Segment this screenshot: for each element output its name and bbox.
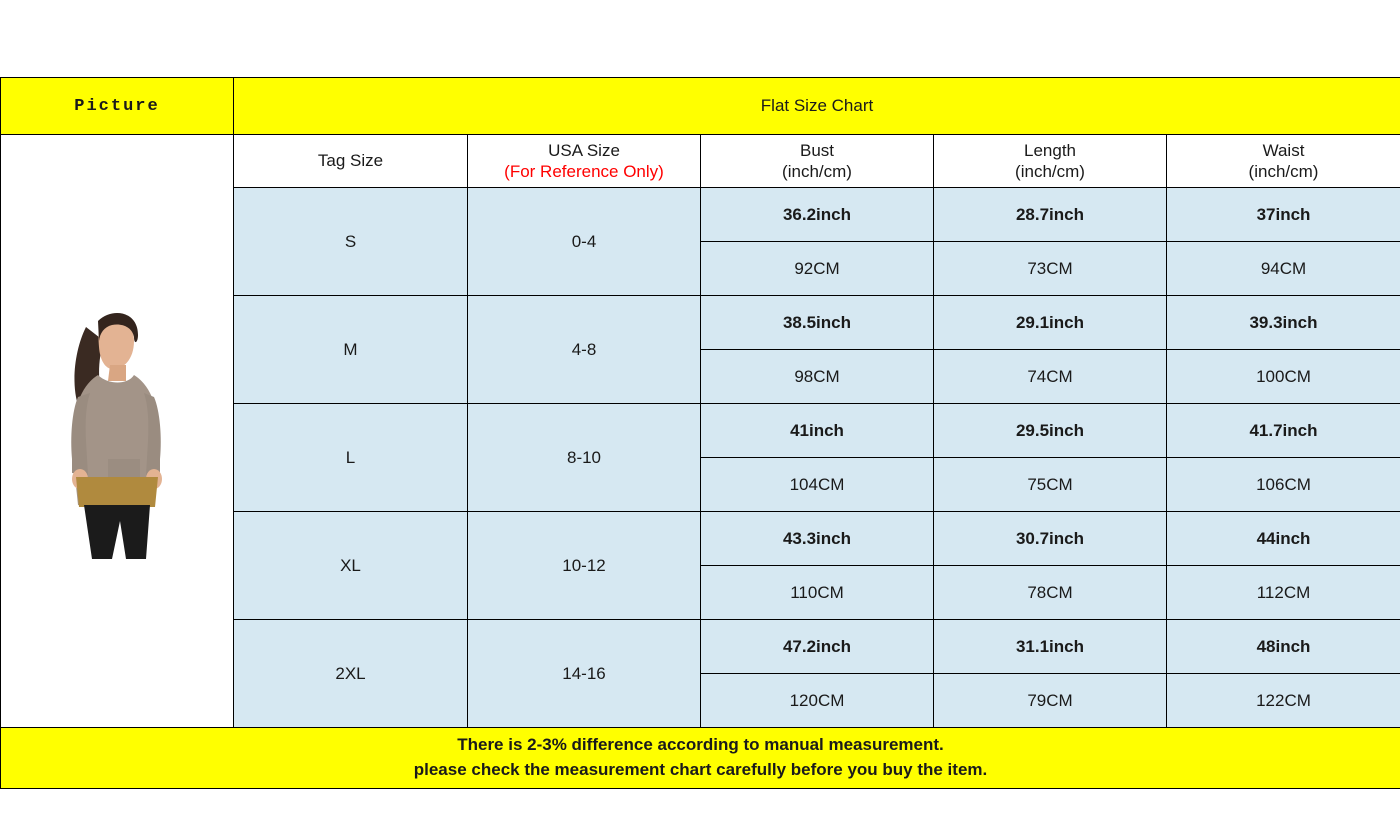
cell-waist-inch: 48inch bbox=[1167, 620, 1400, 674]
cell-length-cm: 79CM bbox=[934, 674, 1167, 728]
column-header-row bbox=[1, 135, 1400, 188]
column-header-waist bbox=[1167, 135, 1400, 188]
cell-bust-cm: 92CM bbox=[701, 242, 934, 296]
cell-length-cm: 73CM bbox=[934, 242, 1167, 296]
usa-size-main: USA Size bbox=[548, 140, 620, 160]
bust-unit: (inch/cm) bbox=[782, 162, 852, 181]
cell-waist-cm: 94CM bbox=[1167, 242, 1400, 296]
length-unit: (inch/cm) bbox=[1015, 162, 1085, 181]
cell-waist-cm: 122CM bbox=[1167, 674, 1400, 728]
cell-waist-inch: 44inch bbox=[1167, 512, 1400, 566]
cell-bust-inch: 43.3inch bbox=[701, 512, 934, 566]
cell-usa-size: 4-8 bbox=[468, 296, 701, 404]
cell-waist-cm: 106CM bbox=[1167, 458, 1400, 512]
footer-row bbox=[1, 728, 1400, 789]
cell-length-inch: 29.5inch bbox=[934, 404, 1167, 458]
waist-main: Waist bbox=[1262, 140, 1305, 160]
cell-length-inch: 29.1inch bbox=[934, 296, 1167, 350]
note-line-1: There is 2-3% difference according to manual measurement. bbox=[457, 735, 944, 755]
cell-usa-size: 8-10 bbox=[468, 404, 701, 512]
cell-bust-inch: 36.2inch bbox=[701, 188, 934, 242]
column-header-tag-size: Tag Size bbox=[234, 135, 468, 188]
cell-length-cm: 74CM bbox=[934, 350, 1167, 404]
cell-bust-cm: 110CM bbox=[701, 566, 934, 620]
cell-waist-inch: 37inch bbox=[1167, 188, 1400, 242]
product-image-cell bbox=[1, 135, 234, 728]
column-header-length bbox=[934, 135, 1167, 188]
header-flat-size-chart: Flat Size Chart bbox=[234, 78, 1400, 135]
cell-length-cm: 75CM bbox=[934, 458, 1167, 512]
bust-main: Bust bbox=[799, 140, 835, 160]
waist-unit: (inch/cm) bbox=[1248, 162, 1319, 181]
length-main: Length bbox=[1024, 140, 1076, 160]
cell-bust-inch: 41inch bbox=[701, 404, 934, 458]
cell-tag-size: XL bbox=[234, 512, 468, 620]
cell-tag-size: L bbox=[234, 404, 468, 512]
column-header-bust bbox=[701, 135, 934, 188]
cell-bust-inch: 47.2inch bbox=[701, 620, 934, 674]
cell-usa-size: 0-4 bbox=[468, 188, 701, 296]
cell-bust-cm: 104CM bbox=[701, 458, 934, 512]
cell-length-inch: 30.7inch bbox=[934, 512, 1167, 566]
header-picture-label: Picture bbox=[1, 78, 234, 135]
cell-bust-cm: 120CM bbox=[701, 674, 934, 728]
cell-length-inch: 28.7inch bbox=[934, 188, 1167, 242]
usa-size-note: (For Reference Only) bbox=[504, 162, 664, 181]
cell-tag-size: 2XL bbox=[234, 620, 468, 728]
cell-waist-inch: 39.3inch bbox=[1167, 296, 1400, 350]
cell-waist-inch: 41.7inch bbox=[1167, 404, 1400, 458]
cell-bust-cm: 98CM bbox=[701, 350, 934, 404]
table-header-row bbox=[1, 78, 1400, 135]
cell-usa-size: 10-12 bbox=[468, 512, 701, 620]
cell-waist-cm: 112CM bbox=[1167, 566, 1400, 620]
column-header-usa-size bbox=[468, 135, 701, 188]
note-line-2: please check the measurement chart carefully before you buy the item. bbox=[413, 760, 988, 779]
cell-bust-inch: 38.5inch bbox=[701, 296, 934, 350]
cell-usa-size: 14-16 bbox=[468, 620, 701, 728]
measurement-note bbox=[1, 728, 1400, 789]
cell-tag-size: S bbox=[234, 188, 468, 296]
cell-tag-size: M bbox=[234, 296, 468, 404]
cell-length-inch: 31.1inch bbox=[934, 620, 1167, 674]
cell-length-cm: 78CM bbox=[934, 566, 1167, 620]
cell-waist-cm: 100CM bbox=[1167, 350, 1400, 404]
product-image bbox=[1, 170, 233, 692]
size-chart-table bbox=[0, 77, 1400, 789]
